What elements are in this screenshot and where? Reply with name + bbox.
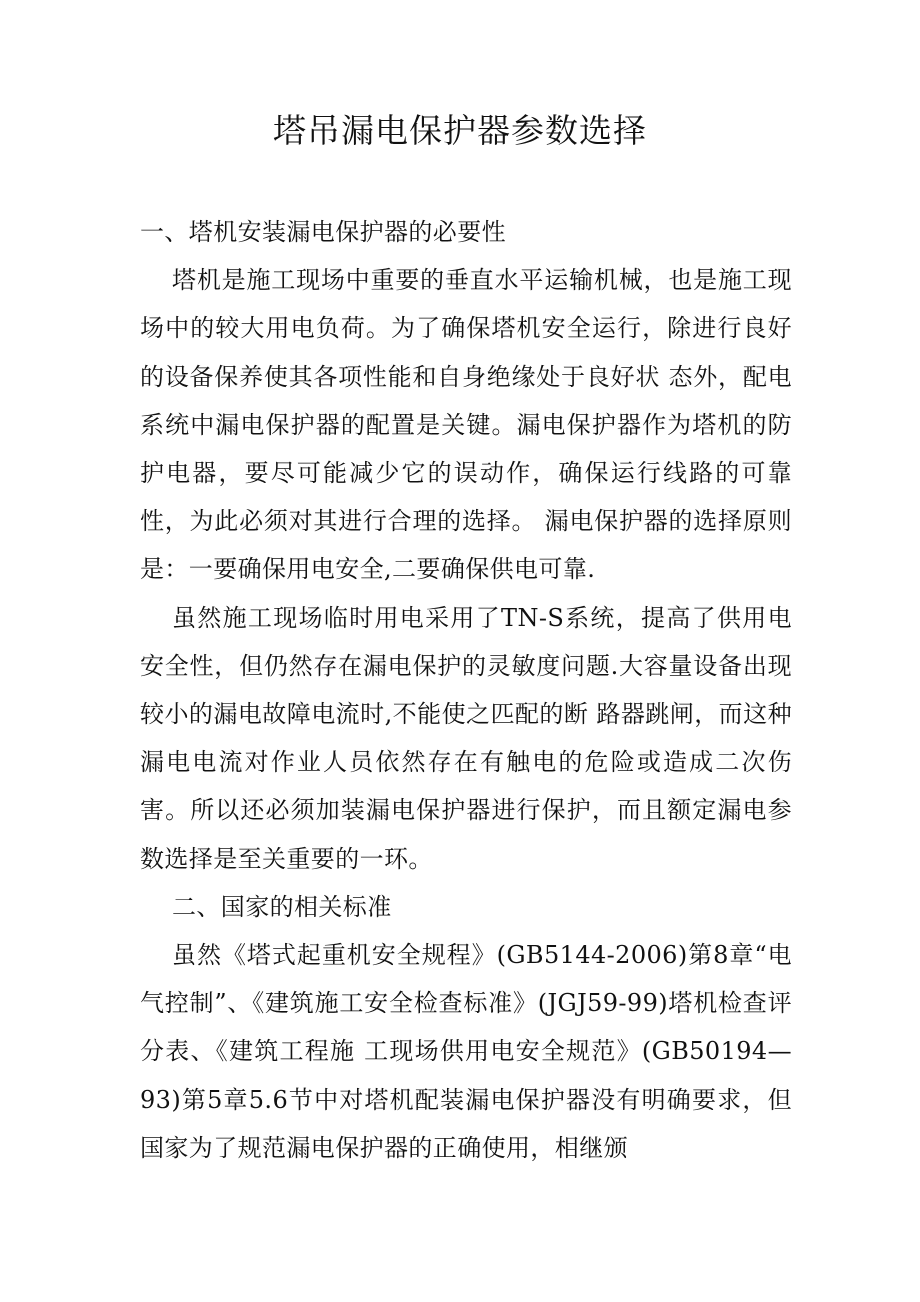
document-title: 塔吊漏电保护器参数选择 — [273, 111, 647, 150]
section-heading-2: 二、国家的相关标准 — [172, 892, 392, 921]
document-body — [140, 208, 792, 1172]
paragraph-2: 虽然施工现场临时用电采用了TN-S系统，提高了供用电安全性，但仍然存在漏电保护的灵敏度问题.大容量设备出现较小的漏电故障电流时,不能使之匹配的断 路器跳闸，而这种漏电电流对作业人员依然存在有触电的危险或造成二次伤害。所以还必须加装漏电保护器进行保护，而且额定漏电参数选择是至关重要的一环。 — [140, 603, 792, 873]
paragraph-3: 虽然《塔式起重机安全规程》(GB5144-2006)第8章“电气控制”、《建筑施工安全检查标准》(JGJ59-99)塔机检查评分表、《建筑工程施 工现场供用电安全规范》(GB50194—93)第5章5.6节中对塔机配装漏电保护器没有明确要求，但国家为了规范漏电保护器的正确使用，相继颁 — [140, 941, 792, 1162]
paragraph-1: 塔机是施工现场中重要的垂直水平运输机械，也是施工现场中的较大用电负荷。为了确保塔机安全运行，除进行良好的设备保养使其各项性能和自身绝缘处于良好状 态外，配电系统中漏电保护器的配置是关键。漏电保护器作为塔机的防护电器，要尽可能减少它的误动作，确保运行线路的可靠性，为此必须对其进行合理的选择。 漏电保护器的选择原则是：一要确保用电安全,二要确保供电可靠. — [140, 266, 792, 584]
section-heading-1: 一、塔机安装漏电保护器的必要性 — [140, 218, 506, 246]
